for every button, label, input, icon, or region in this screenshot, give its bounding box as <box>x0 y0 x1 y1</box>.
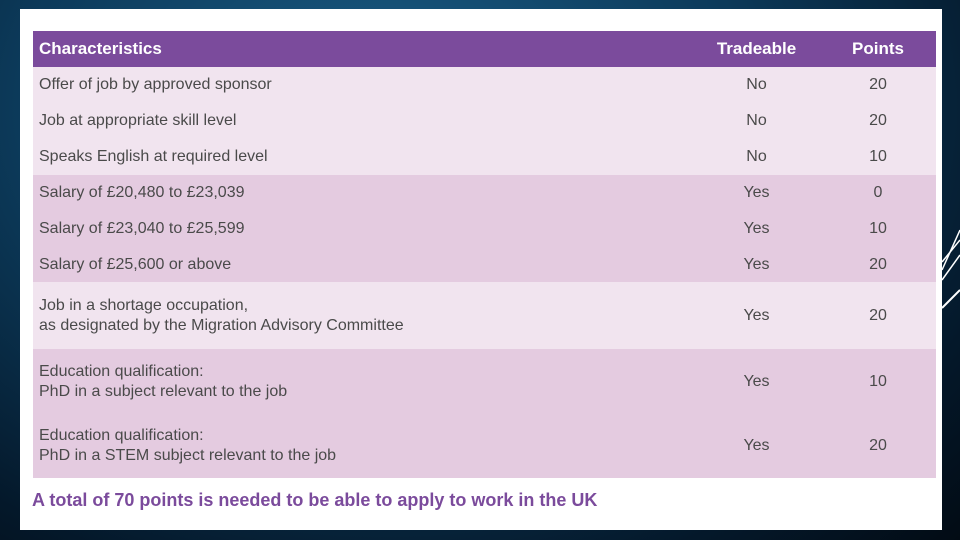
table-row <box>33 211 936 247</box>
characteristic-cell: Salary of £23,040 to £25,599 <box>33 211 693 247</box>
table-row <box>33 247 936 282</box>
table-row <box>33 139 936 175</box>
tradeable-cell: No <box>693 139 820 175</box>
characteristic-cell: Offer of job by approved sponsor <box>33 67 693 103</box>
characteristic-line-2: as designated by the Migration Advisory Committee <box>39 316 404 334</box>
header-characteristics: Characteristics <box>33 31 693 67</box>
tradeable-cell: Yes <box>693 349 820 414</box>
tradeable-cell: No <box>693 67 820 103</box>
table-row <box>33 349 936 414</box>
tradeable-cell: Yes <box>693 414 820 478</box>
characteristic-line-1: Education qualification: <box>39 427 204 444</box>
points-cell: 20 <box>820 414 936 478</box>
slide-card <box>20 9 942 530</box>
characteristic-cell: Salary of £20,480 to £23,039 <box>33 175 693 211</box>
table-row <box>33 414 936 478</box>
header-tradeable: Tradeable <box>693 31 820 67</box>
points-cell: 20 <box>820 67 936 103</box>
tradeable-cell: No <box>693 103 820 139</box>
characteristic-line-2: PhD in a STEM subject relevant to the job <box>39 447 337 464</box>
characteristic-line-2: PhD in a subject relevant to the job <box>39 382 288 400</box>
table-header-row <box>33 31 936 67</box>
points-cell: 10 <box>820 211 936 247</box>
points-cell: 0 <box>820 175 936 211</box>
characteristic-cell: Job at appropriate skill level <box>33 103 693 139</box>
tradeable-cell: Yes <box>693 282 820 349</box>
tradeable-cell: Yes <box>693 175 820 211</box>
characteristic-cell: Salary of £25,600 or above <box>33 247 693 282</box>
points-table <box>33 31 936 478</box>
points-cell: 10 <box>820 139 936 175</box>
table-row <box>33 282 936 349</box>
tradeable-cell: Yes <box>693 211 820 247</box>
points-cell: 20 <box>820 103 936 139</box>
characteristic-cell <box>33 282 693 349</box>
points-cell: 20 <box>820 282 936 349</box>
characteristic-line-1: Job in a shortage occupation, <box>39 296 249 314</box>
characteristic-line-1: Education qualification: <box>39 362 204 380</box>
points-cell: 10 <box>820 349 936 414</box>
table-row <box>33 67 936 103</box>
characteristic-cell <box>33 414 693 478</box>
table-row <box>33 103 936 139</box>
tradeable-cell: Yes <box>693 247 820 282</box>
points-cell: 20 <box>820 247 936 282</box>
table-row <box>33 175 936 211</box>
characteristic-cell <box>33 349 693 414</box>
header-points: Points <box>820 31 936 67</box>
characteristic-cell: Speaks English at required level <box>33 139 693 175</box>
footer-note: A total of 70 points is needed to be able to apply to work in the UK <box>32 490 598 510</box>
